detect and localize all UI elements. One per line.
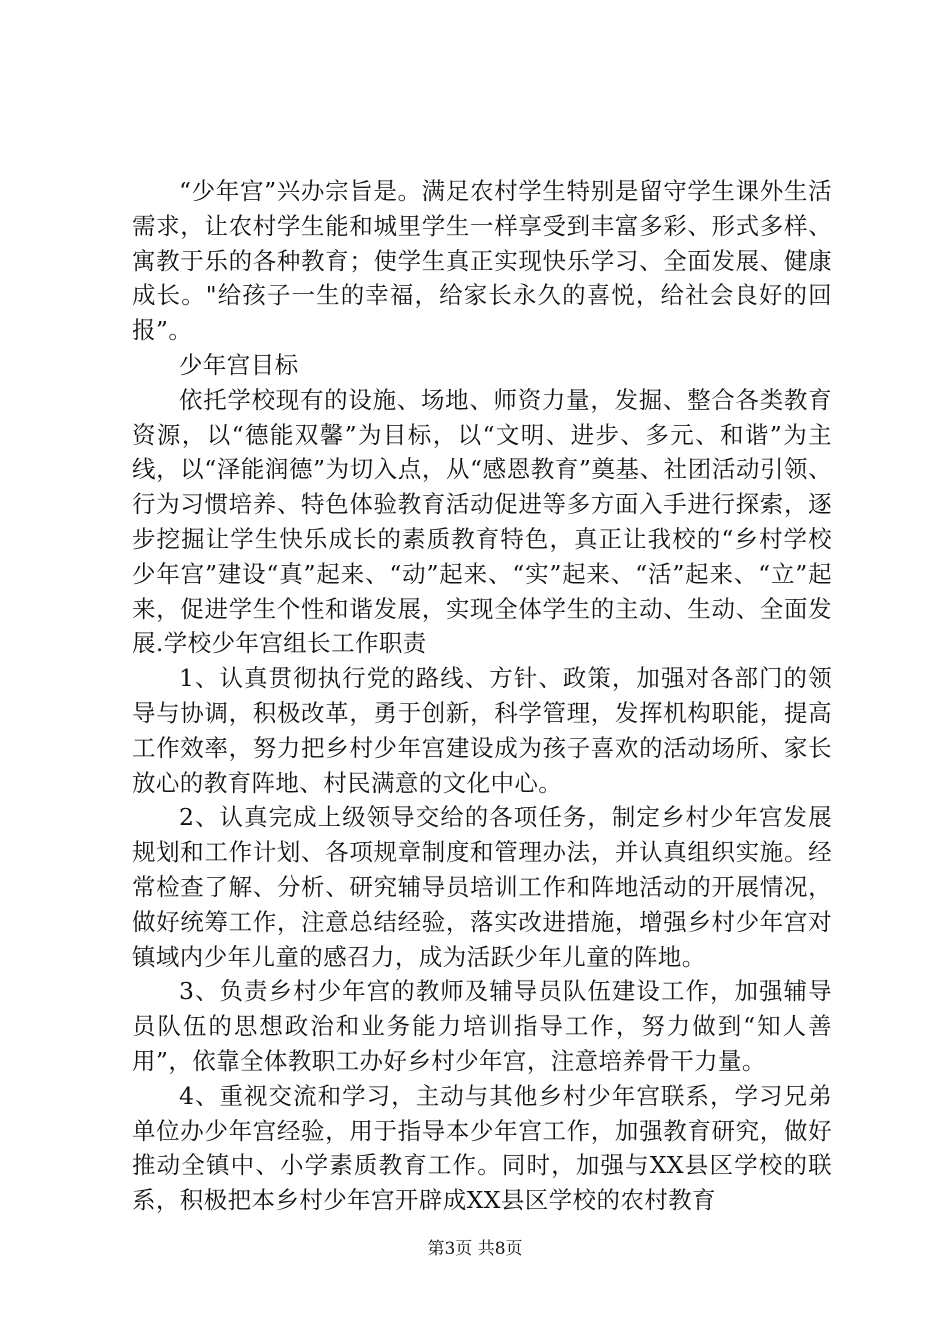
- paragraph-duty-3: 3、负责乡村少年宫的教师及辅导员队伍建设工作，加强辅导员队伍的思想政治和业务能力培训指导工作，努力做到“知人善用”，依靠全体教职工办好乡村少年宫，注意培养骨干力量。: [132, 977, 832, 1075]
- paragraph-purpose: “少年宫”兴办宗旨是。满足农村学生特别是留守学生课外生活需求，让农村学生能和城里学生一样享受到丰富多彩、形式多样、寓教于乐的各种教育；使学生真正实现快乐学习、全面发展、健康成长。"给孩子一生的幸福，给家长永久的喜悦，给社会良好的回报”。: [132, 177, 832, 345]
- paragraph-goal: 依托学校现有的设施、场地、师资力量，发掘、整合各类教育资源，以“德能双馨”为目标，以“文明、进步、多元、和谐”为主线，以“泽能润德”为切入点，从“感恩教育”奠基、社团活动引领、行为习惯培养、特色体验教育活动促进等多方面入手进行探索，逐步挖掘让学生快乐成长的素质教育特色，真正让我校的“乡村学校少年宫”建设“真”起来、“动”起来、“实”起来、“活”起来、“立”起来，促进学生个性和谐发展，实现全体学生的主动、生动、全面发展.学校少年宫组长工作职责: [132, 385, 832, 658]
- document-body: [132, 174, 832, 1218]
- paragraph-duty-1: 1、认真贯彻执行党的路线、方针、政策，加强对各部门的领导与协调，积极改革，勇于创新，科学管理，发挥机构职能，提高工作效率，努力把乡村少年宫建设成为孩子喜欢的活动场所、家长放心的教育阵地、村民满意的文化中心。: [132, 664, 832, 797]
- section-heading-goal: 少年宫目标: [179, 350, 299, 379]
- page-number-footer: 第3页 共8页: [427, 1239, 523, 1259]
- paragraph-duty-2: 2、认真完成上级领导交给的各项任务，制定乡村少年宫发展规划和工作计划、各项规章制度和管理办法，并认真组织实施。经常检查了解、分析、研究辅导员培训工作和阵地活动的开展情况，做好统筹工作，注意总结经验，落实改进措施，增强乡村少年宫对镇域内少年儿童的感召力，成为活跃少年儿童的阵地。: [132, 803, 832, 971]
- paragraph-duty-4: 4、重视交流和学习，主动与其他乡村少年宫联系，学习兄弟单位办少年宫经验，用于指导本少年宫工作，加强教育研究，做好推动全镇中、小学素质教育工作。同时，加强与XX县区学校的联系，积极把本乡村少年宫开辟成XX县区学校的农村教育: [132, 1081, 832, 1215]
